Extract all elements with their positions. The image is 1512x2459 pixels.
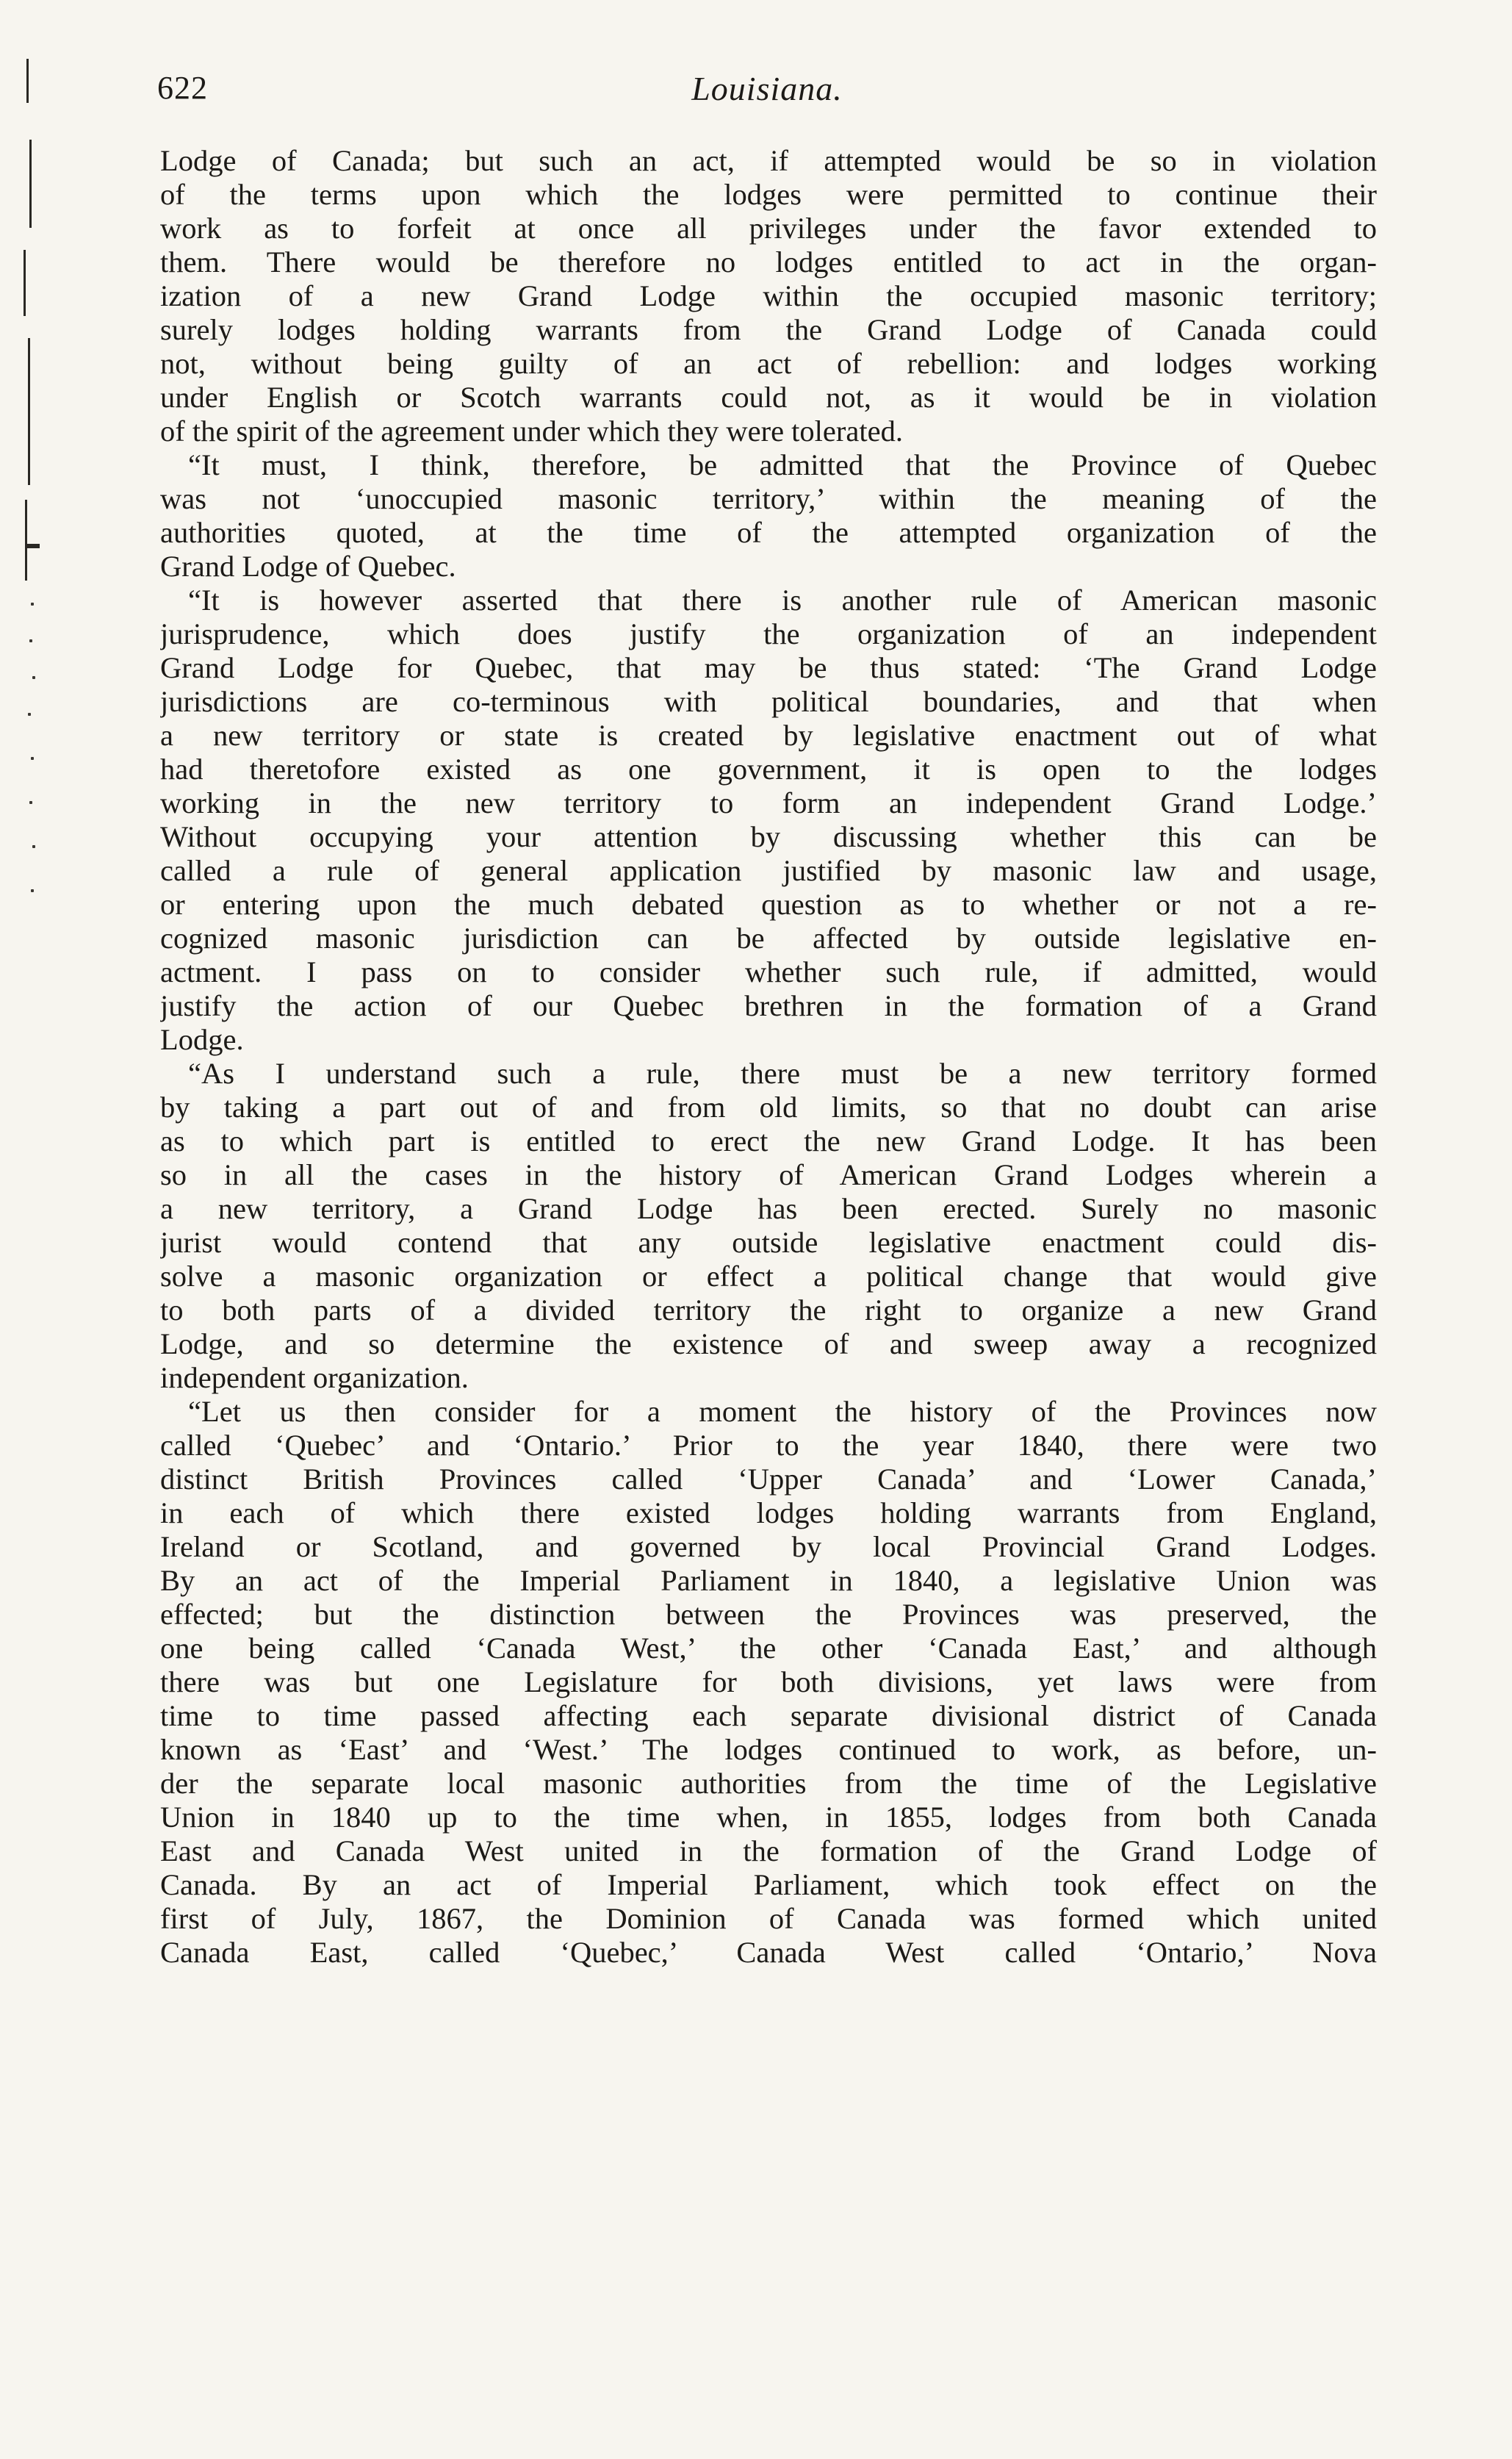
text-line: effected; but the distinction between the Provinces was preserved, the	[160, 1598, 1377, 1631]
text-line: of the terms upon which the lodges were permitted to continue their	[160, 178, 1377, 211]
text-line: actment. I pass on to consider whether such rule, if admitted, would	[160, 955, 1377, 988]
text-line: had theretofore existed as one government, it is open to the lodges	[160, 753, 1377, 786]
text-line: Canada East, called ‘Quebec,’ Canada West called ‘Ontario,’ Nova	[160, 1936, 1377, 1969]
text-line: known as ‘East’ and ‘West.’ The lodges continued to work, as before, un-	[160, 1733, 1377, 1766]
text-line: under English or Scotch warrants could not, as it would be in violation	[160, 381, 1377, 414]
text-line: a new territory or state is created by legislative enactment out of what	[160, 719, 1377, 752]
text-line: Ireland or Scotland, and governed by local Provincial Grand Lodges.	[160, 1530, 1377, 1563]
text-line: Lodge, and so determine the existence of and sweep away a recognized	[160, 1327, 1377, 1360]
text-line: to both parts of a divided territory the right to organize a new Grand	[160, 1293, 1377, 1327]
text-line: there was but one Legislature for both divisions, yet laws were from	[160, 1665, 1377, 1698]
text-line: work as to forfeit at once all privileges under the favor extended to	[160, 212, 1377, 245]
text-line: “It must, I think, therefore, be admitted that the Province of Quebec	[188, 448, 1377, 481]
page-number: 622	[157, 70, 208, 106]
text-line: a new territory, a Grand Lodge has been erected. Surely no masonic	[160, 1192, 1377, 1225]
text-line: Canada. By an act of Imperial Parliament, which took effect on the	[160, 1868, 1377, 1901]
page-header	[157, 69, 1377, 121]
text-line: Union in 1840 up to the time when, in 1855, lodges from both Canada	[160, 1801, 1377, 1834]
text-line: authorities quoted, at the time of the attempted organization of the	[160, 516, 1377, 549]
text-line: called ‘Quebec’ and ‘Ontario.’ Prior to the year 1840, there were two	[160, 1429, 1377, 1462]
text-line: Grand Lodge for Quebec, that may be thus stated: ‘The Grand Lodge	[160, 651, 1377, 684]
text-line: first of July, 1867, the Dominion of Canada was formed which united	[160, 1902, 1377, 1935]
text-line: ization of a new Grand Lodge within the occupied masonic territory;	[160, 279, 1377, 312]
text-line: “It is however asserted that there is another rule of American masonic	[188, 584, 1377, 617]
text-line: working in the new territory to form an independent Grand Lodge.’	[160, 786, 1377, 819]
text-line: Without occupying your attention by discussing whether this can be	[160, 820, 1377, 853]
text-line: jurisprudence, which does justify the organization of an independent	[160, 617, 1377, 650]
text-line: them. There would be therefore no lodges entitled to act in the organ-	[160, 245, 1377, 279]
text-line: of the spirit of the agreement under which they were tolerated.	[160, 414, 903, 448]
body-text	[160, 144, 1377, 1970]
text-line: surely lodges holding warrants from the Grand Lodge of Canada could	[160, 313, 1377, 346]
text-line: distinct British Provinces called ‘Upper Canada’ and ‘Lower Canada,’	[160, 1462, 1377, 1496]
running-title: Louisiana.	[691, 70, 843, 107]
text-line: East and Canada West united in the formation of the Grand Lodge of	[160, 1834, 1377, 1867]
text-line: independent organization.	[160, 1361, 469, 1394]
text-line: time to time passed affecting each separate divisional district of Canada	[160, 1699, 1377, 1732]
text-line: or entering upon the much debated question as to whether or not a re-	[160, 888, 1377, 921]
text-line: cognized masonic jurisdiction can be affected by outside legislative en-	[160, 922, 1377, 955]
text-line: der the separate local masonic authorities from the time of the Legislative	[160, 1767, 1377, 1800]
text-line: “As I understand such a rule, there must be a new territory formed	[188, 1057, 1377, 1090]
text-line: Grand Lodge of Quebec.	[160, 550, 456, 583]
text-line: was not ‘unoccupied masonic territory,’ within the meaning of the	[160, 482, 1377, 515]
text-line: Lodge of Canada; but such an act, if attempted would be so in violation	[160, 144, 1377, 177]
text-line: in each of which there existed lodges holding warrants from England,	[160, 1496, 1377, 1529]
text-line: one being called ‘Canada West,’ the other ‘Canada East,’ and although	[160, 1631, 1377, 1665]
text-line: By an act of the Imperial Parliament in 1840, a legislative Union was	[160, 1564, 1377, 1597]
binding-margin-marks	[3, 29, 54, 911]
text-line: solve a masonic organization or effect a political change that would give	[160, 1260, 1377, 1293]
text-line: by taking a part out of and from old limits, so that no doubt can arise	[160, 1091, 1377, 1124]
text-line: so in all the cases in the history of American Grand Lodges wherein a	[160, 1158, 1377, 1191]
text-line: “Let us then consider for a moment the history of the Provinces now	[188, 1395, 1377, 1428]
text-line: justify the action of our Quebec brethren in the formation of a Grand	[160, 989, 1377, 1022]
text-line: not, without being guilty of an act of rebellion: and lodges working	[160, 347, 1377, 380]
text-line: Lodge.	[160, 1023, 244, 1056]
text-line: as to which part is entitled to erect the new Grand Lodge. It has been	[160, 1124, 1377, 1157]
text-line: called a rule of general application justified by masonic law and usage,	[160, 854, 1377, 887]
text-line: jurist would contend that any outside legislative enactment could dis-	[160, 1226, 1377, 1259]
text-line: jurisdictions are co-terminous with political boundaries, and that when	[160, 685, 1377, 718]
